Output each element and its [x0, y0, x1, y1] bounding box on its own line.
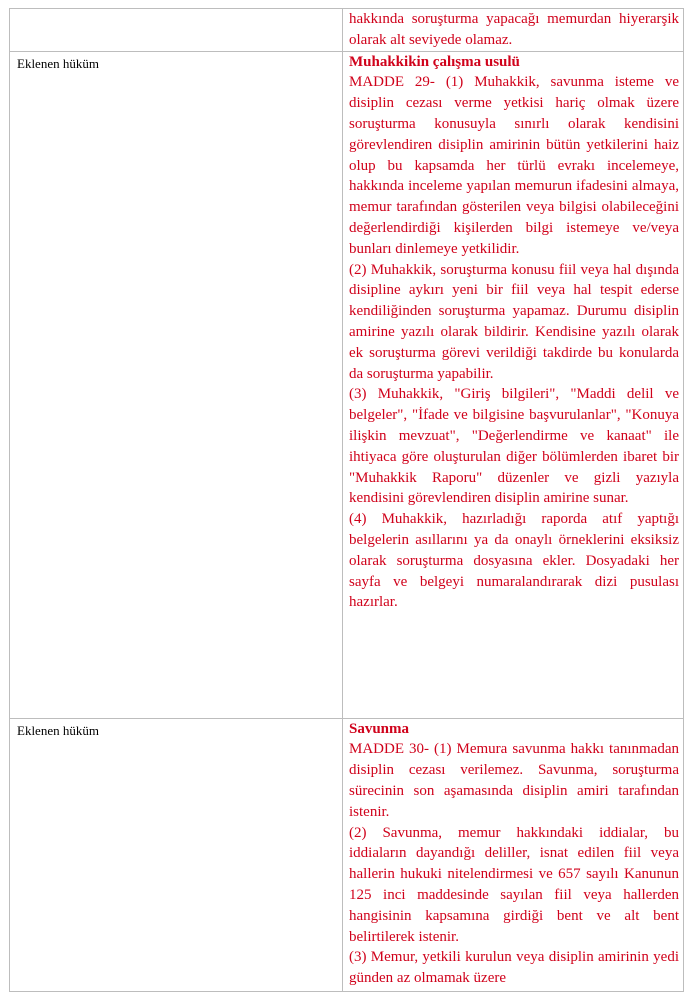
content-cell	[343, 51, 684, 718]
label-cell	[10, 51, 343, 718]
paragraph: (3) Memur, yetkili kurulun veya disiplin amirinin yedi günden az olmamak üzere	[349, 949, 679, 987]
amendment-table	[9, 8, 684, 992]
content-cell	[343, 718, 684, 991]
paragraph: MADDE 30- (1) Memura savunma hakkı tanınmadan disiplin cezası verilemez. Savunma, soruşturma sürecinin son aşamasında disiplin amiri tarafından istenir.	[349, 741, 679, 820]
row-label: Eklenen hüküm	[17, 55, 99, 71]
article-title: Muhakkikin çalışma usulü	[349, 53, 520, 70]
label-cell	[10, 9, 343, 52]
article-title: Savunma	[349, 720, 410, 737]
label-cell	[10, 718, 343, 991]
table-row	[10, 718, 684, 991]
content-text	[343, 719, 683, 989]
paragraph: (4) Muhakkik, hazırladığı raporda atıf yaptığı belgelerin asıllarını ya da onaylı örneklerini eksiksiz olarak soruşturma dosyasına ekler. Dosyadaki her sayfa ve belgeyi numaralandırarak dizi pusulası hazırlar.	[349, 511, 679, 611]
row-label	[10, 9, 342, 13]
row-label: Eklenen hüküm	[17, 722, 99, 738]
table-row	[10, 51, 684, 718]
table-row	[10, 9, 684, 52]
paragraph: hakkında soruşturma yapacağı memurdan hiyerarşik olarak alt seviyede olamaz.	[349, 11, 679, 48]
paragraph: (2) Muhakkik, soruşturma konusu fiil veya hal dışında disipline aykırı yeni bir fiil veya hal tespit ederse kendiliğinden soruşturma yapamaz. Durumu disiplin amirine yazılı olarak bildirir. Kendisine yazılı olarak ek soruşturma görevi verildiği takdirde bu konularda da soruşturma yapabilir.	[349, 261, 679, 382]
paragraph: (3) Muhakkik, "Giriş bilgileri", "Maddi delil ve belgeler", "İfade ve bilgisine başvurulanlar", "Konuya ilişkin mevzuat", "Değerlendirme ve kanaat" ile ihtiyaca göre oluşturulan diğer bölümlerden ibaret bir "Muhakkik Raporu" düzenler ve gizli yazıyla kendisini görevlendiren disiplin amirine sunar.	[349, 386, 679, 507]
paragraph: (2) Savunma, memur hakkındaki iddialar, bu iddiaların dayandığı deliller, isnat edilen fiil veya hallerin hukuki nitelendirmesi ve 657 sayılı Kanunun 125 inci maddesinde sayılan fiil veya hallerden hangisinin kapsamına girdiği bent ve alt bent belirtilerek istenir.	[349, 824, 679, 945]
content-text	[343, 52, 683, 614]
paragraph: MADDE 29- (1) Muhakkik, savunma isteme ve disiplin cezası verme yetkisi hariç olmak üzere soruşturma konusuyla sınırlı olarak kendisini görevlendiren disiplin amirinin bütün yetkilerini haiz olup bu kapsamda her türlü evrakı incelemeye, hakkında inceleme yapılan memurun ifadesini almaya, memur tarafından gösterilen veya bilgisi olabileceğini değerlendirdiği kişilerden bilgi istemeye ve/veya bunları dinlemeye yetkilidir.	[349, 74, 679, 257]
content-text	[343, 9, 683, 51]
content-cell	[343, 9, 684, 52]
